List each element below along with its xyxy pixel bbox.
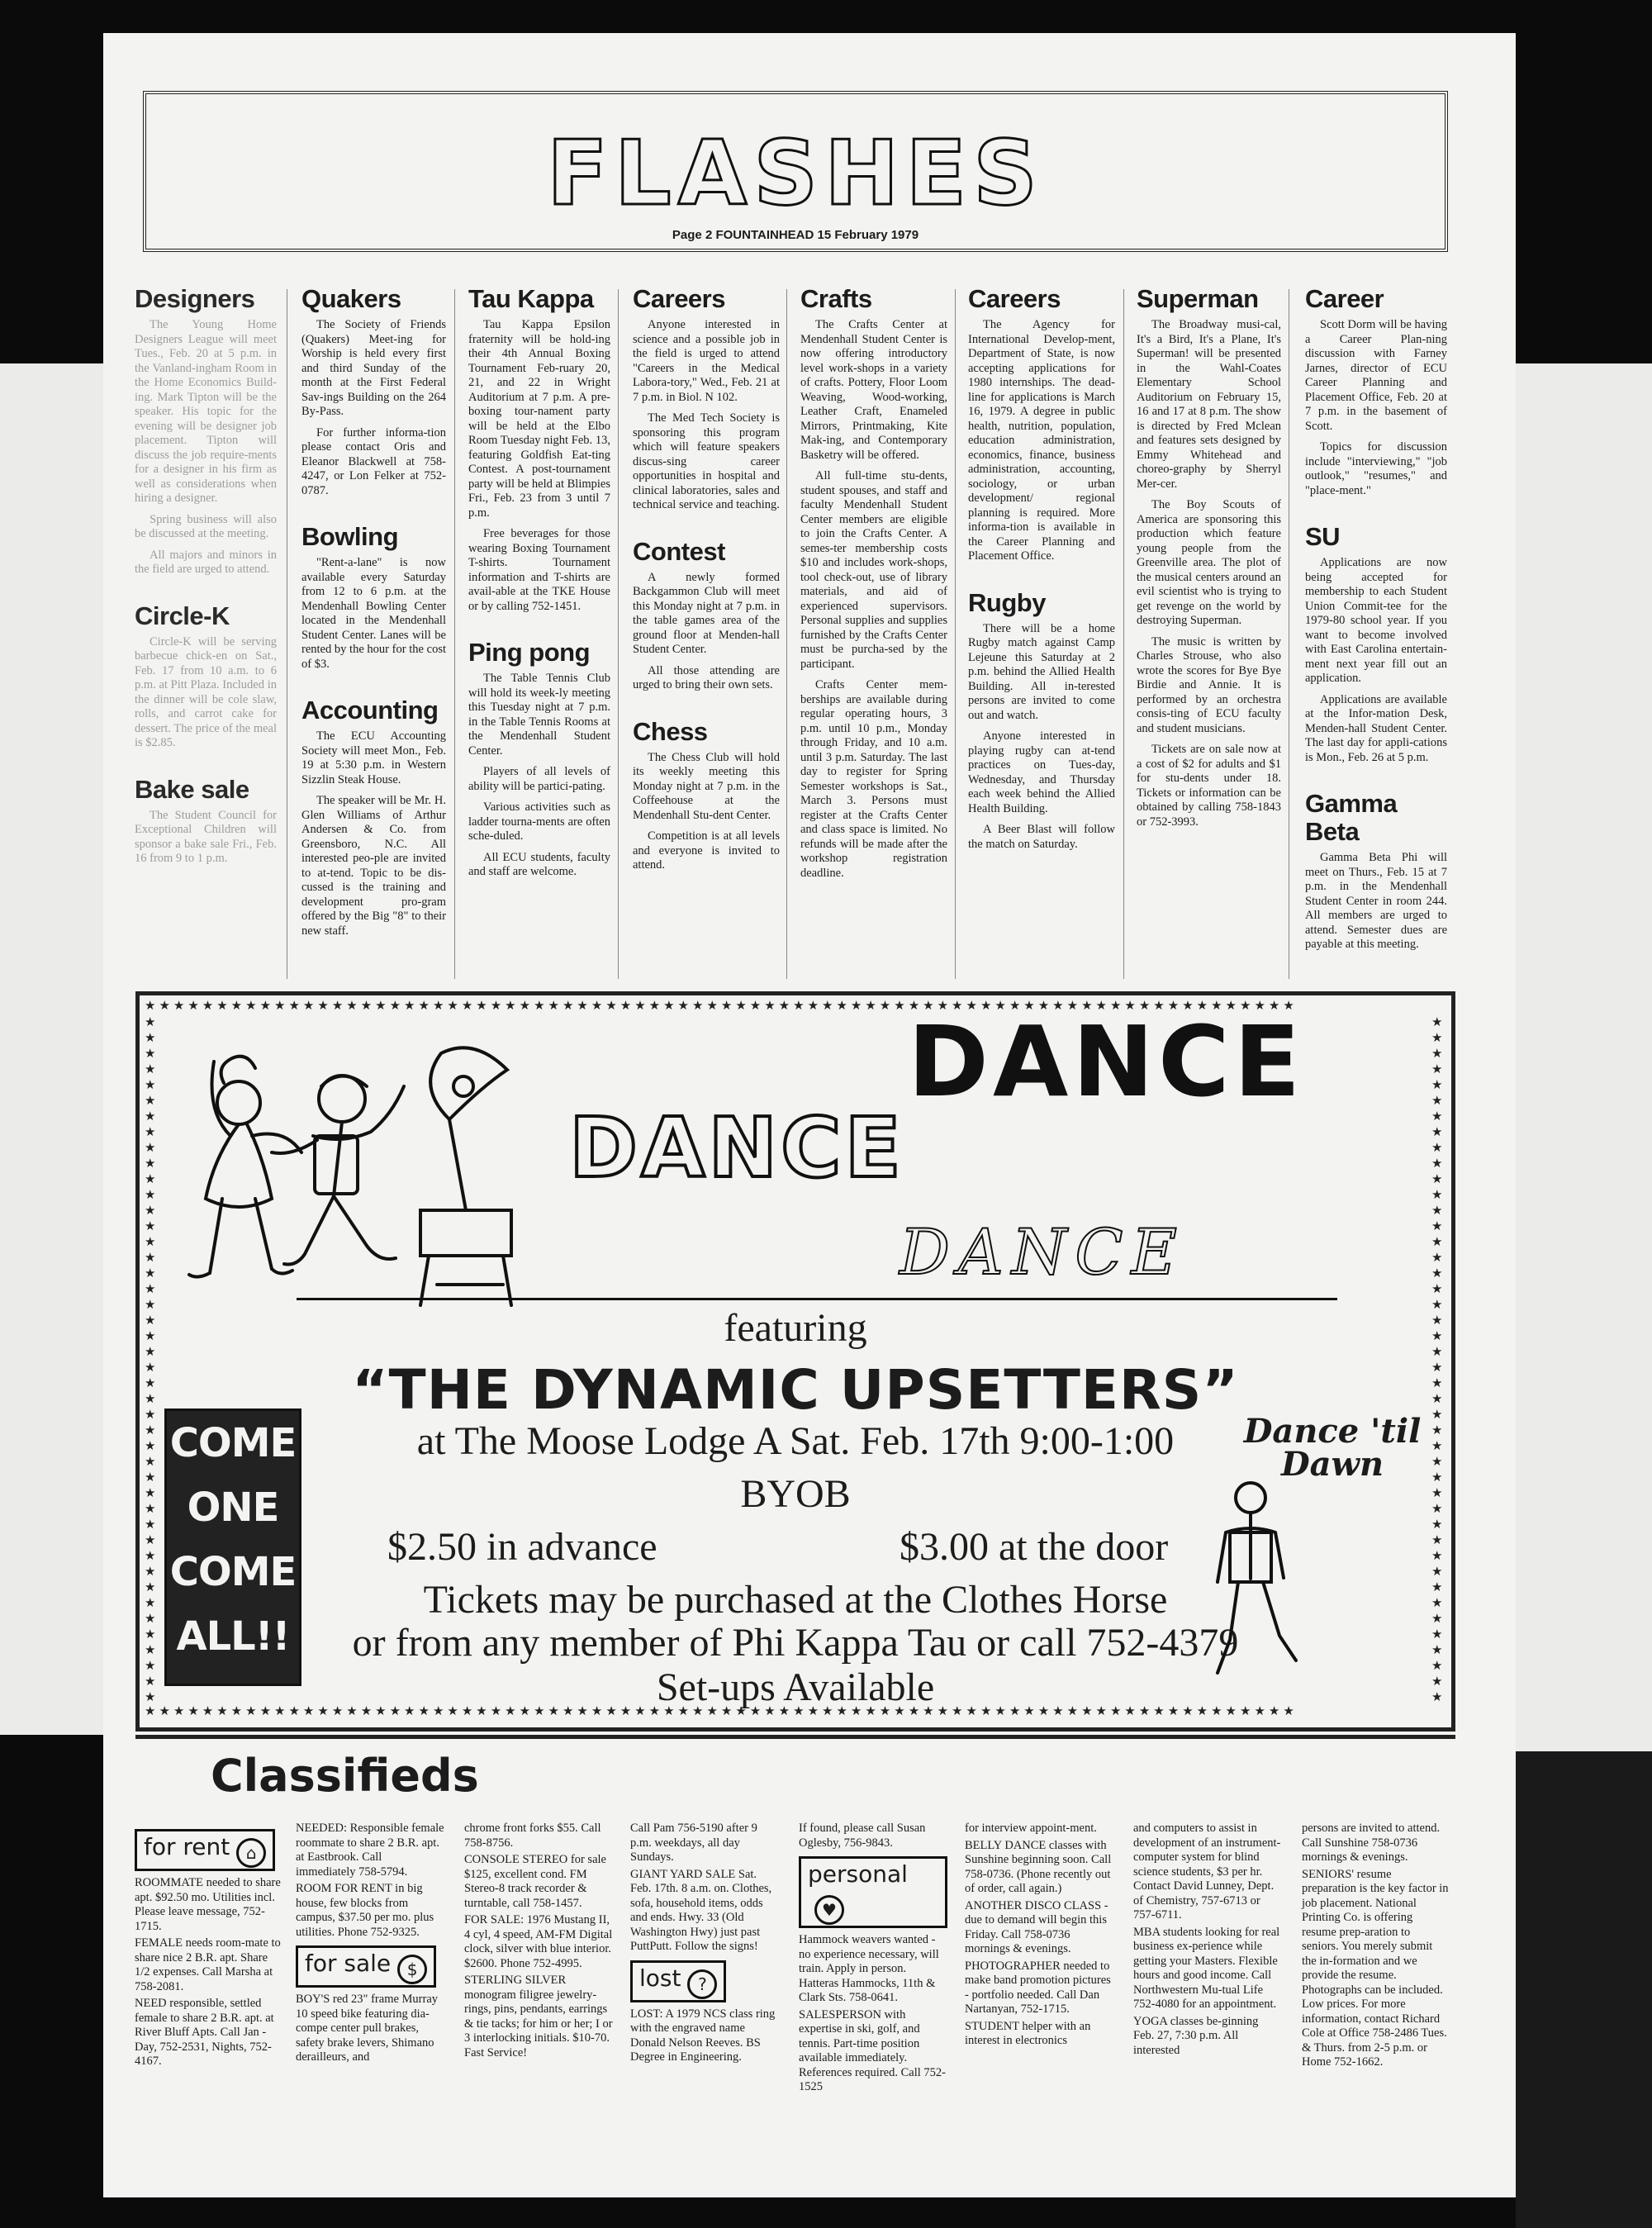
tickets-line-2: or from any member of Phi Kappa Tau or call 752-4379 [352, 1621, 1239, 1665]
news-paragraph: Circle-K will be serving barbecue chick-en on Sat., Feb. 17 from 10 a.m. to 6 p.m. at Pitt Plaza. Included in the dinner will be cole slaw, rolls, and carrot cake for dessert. The price of the meal is $2.85. [135, 634, 277, 749]
dancing-man-illustration [1205, 1475, 1304, 1689]
news-paragraph: Topics for discussion include "interviewing," "job outlook," "resumes," and "place-ment." [1305, 440, 1447, 497]
news-column-5 [800, 285, 947, 905]
news-paragraph: Gamma Beta Phi will meet on Thurs., Feb. 15 at 7 p.m. in the Mendenhall Student Center in room 244. All members are urged to attend. Semester dues are payable at this meeting. [1305, 851, 1447, 951]
star-border-right: ★ ★ ★ ★ ★ ★ ★ ★ ★ ★ ★ ★ ★ ★ ★ ★ ★ ★ ★ ★ ★ ★ ★ ★ ★ ★ ★ ★ ★ ★ ★ ★ ★ ★ ★ ★ ★ ★ ★ ★ ★ ★ ★ ★ [1431, 1016, 1443, 1703]
news-headline: Crafts [800, 284, 872, 313]
news-paragraph: The Boy Scouts of America are sponsoring this production which feature young people from the Greenville area. The plot of the musical centers around an evil scientist who is trying to get revenge on the world by destroying Superman. [1137, 498, 1281, 627]
star-border-bottom: ★★★★★★★★★★★★★★★★★★★★★★★★★★★★★★★★★★★★★★★★★★★★★★★★★★★★★★★★★★★★★★★★★★★★★★★★★★★★★★★★ [145, 1706, 1298, 1718]
classified-ad: CONSOLE STEREO for sale $125, excellent cond. FM Stereo-8 track recorder & turntable, call 758-1457. [464, 1853, 606, 1910]
news-item [468, 285, 610, 639]
news-paragraph: Tickets are on sale now at a cost of $2 for adults and $1 for stu-dents under 18. Tickets or information can be obtained by calling 758-1843 or 752-3993. [1137, 743, 1281, 829]
news-headline: Designers [135, 284, 255, 313]
news-paragraph: The Chess Club will hold its weekly meeting this Monday night at 7 p.m. in the Coffeehouse at the Mendenhall Stu-dent Center. [633, 750, 780, 822]
underlying-page-edge [0, 363, 103, 1735]
news-item [968, 589, 1115, 877]
news-paragraph: Players of all levels of ability will be partici-pating. [468, 765, 610, 793]
classified-ad: Call Pam 756-5190 after 9 p.m. weekdays, all day Sundays. [630, 1822, 757, 1864]
question-icon: ? [687, 1969, 717, 1999]
news-paragraph: All full-time stu-dents, student spouses, and staff and faculty Mendenhall Student Center members are eligible to join the Crafts Center. A semes-ter membership costs $10 and includes work-shops, tool check-out, use of library materials, and aid of experienced supervisors. Personal supplies and supplies furnished by the Crafts Center must be purcha-sed by the participant. [800, 469, 947, 671]
badge-word: COME [169, 1549, 297, 1595]
dance-headline-script: DANCE [900, 1215, 1185, 1289]
column-rule [1123, 289, 1124, 979]
classified-ad: ANOTHER DISCO CLASS - due to demand will begin this Friday. Call 758-0736 mornings & evenings. [965, 1898, 1108, 1955]
band-name: “THE DYNAMIC UPSETTERS” [352, 1358, 1239, 1422]
classified-ad: BELLY DANCE classes with Sunshine beginning soon. Call 758-0736. (Phone recently out of order, call again.) [965, 1838, 1112, 1895]
classifieds-column-8 [1302, 1822, 1449, 2073]
classified-list [799, 1822, 947, 1850]
news-column-3 [468, 285, 610, 905]
classified-list [296, 1993, 444, 2065]
news-headline: Gamma Beta [1305, 789, 1398, 846]
news-paragraph: Scott Dorm will be having a Career Plan-ning discussion with Farney Jarnes, director of ECU Career Planning and Placement Office, Feb. 20 at 7 p.m. in the basement of Scott. [1305, 318, 1447, 433]
news-item [1305, 790, 1447, 977]
news-item [633, 285, 780, 538]
classified-ad: for interview appoint-ment. [965, 1822, 1097, 1835]
news-paragraph: The Crafts Center at Mendenhall Student Center is now offering introductory level work-shops in a variety of crafts. Pottery, Floor Loom Weaving, Wood-working, Leather Craft, Enameled Mirrors, Printmaking, Kite Mak-ing, and Contemporary Basketry will be offered. [800, 318, 947, 462]
scan-bottom-edge [103, 2197, 1516, 2228]
masthead [143, 91, 1448, 252]
dance-headline-bold: DANCE [908, 1005, 1305, 1119]
news-column-8 [1305, 285, 1447, 977]
news-paragraph: Spring business will also be discussed at the meeting. [135, 512, 277, 540]
news-paragraph: For further informa-tion please contact Oris and Eleanor Blackwell at 758-4247, or Lon Felker at 752-0787. [301, 425, 446, 497]
advance-price: $2.50 in advance [387, 1525, 657, 1569]
news-item [301, 696, 446, 963]
news-paragraph: Applications are available at the Infor-mation Desk, Menden-hall Student Center. The last day for appli-cations is Mon., Feb. 26 at 5 p.m. [1305, 692, 1447, 764]
news-item [968, 285, 1115, 589]
news-item [301, 285, 446, 523]
classified-ad: FEMALE needs room-mate to share nice 2 B.R. apt. Share 1/2 expenses. Call Marsha at 758-2081. [135, 1936, 281, 1993]
news-item [135, 602, 277, 776]
classified-list [1133, 1822, 1282, 2058]
classified-ad: FOR SALE: 1976 Mustang II, 4 cyl, 4 speed, AM-FM Digital clock, silver with blue interior. $2600. Phone 752-4995. [464, 1913, 613, 1970]
ribbon-icon: ♥ [814, 1895, 844, 1925]
classified-ad: ROOM FOR RENT in big house, few blocks from campus, $37.50 per mo. plus utilities. Phone 752-9325. [296, 1882, 434, 1939]
classified-ad: GIANT YARD SALE Sat. Feb. 17th. 8 a.m. on. Clothes, sofa, household items, odds and ends. Hwy. 33 (Old Washington Hwy) just past PuttPutt. Follow the signs! [630, 1867, 772, 1953]
for-sale-label: for sale [305, 1950, 392, 1977]
news-headline: Superman [1137, 284, 1259, 313]
featuring-text: featuring [724, 1306, 867, 1350]
tickets-line-1: Tickets may be purchased at the Clothes Horse [423, 1578, 1168, 1622]
news-column-2 [301, 285, 446, 963]
news-paragraph: The Broadway musi-cal, It's a Bird, It's a Plane, It's Superman! will be presented in the Wahl-Coates Elementary School Auditorium on February 15, 16 and 17 at 8 p.m. The show is directed by Fred Mclean and features sets designed by Emmy Whitehead and choreo-graphy by Sherryl Mer-cer. [1137, 318, 1281, 491]
news-headline: Chess [633, 716, 708, 746]
column-rule [786, 289, 787, 979]
news-item [135, 285, 277, 602]
classified-ad: Hammock weavers wanted - no experience necessary, will train. Apply in person. Hatteras Hammocks, 11th & Clark Sts. 758-0641. [799, 1933, 939, 2004]
news-paragraph: The Society of Friends (Quakers) Meet-ing for Worship is held every first and third Sunday of the month at the First Federal Sav-ings Building on the 264 By-Pass. [301, 318, 446, 418]
badge-word: COME [169, 1420, 297, 1466]
news-item [135, 776, 277, 891]
news-paragraph: The Med Tech Society is sponsoring this program which will feature speakers discus-sing career opportunities in hospital and clinical laboratories, sales and technical service and teaching. [633, 411, 780, 511]
news-item [633, 538, 780, 718]
news-paragraph: Applications are now being accepted for membership to each Student Union Commit-tee for the 1979-80 school year. If you want to become involved with East Carolina entertain-ment next year fill out an application. [1305, 556, 1447, 685]
news-item [468, 639, 610, 905]
star-border-left: ★ ★ ★ ★ ★ ★ ★ ★ ★ ★ ★ ★ ★ ★ ★ ★ ★ ★ ★ ★ ★ ★ ★ ★ ★ ★ ★ ★ ★ ★ ★ ★ ★ ★ ★ ★ ★ ★ ★ ★ ★ ★ ★ ★ [145, 1016, 156, 1703]
news-headline: Circle-K [135, 601, 230, 630]
news-paragraph: The ECU Accounting Society will meet Mon., Feb. 19 at 5:30 p.m. in Western Sizzlin Steak House. [301, 729, 446, 786]
classified-list [799, 1933, 947, 2095]
classified-list [464, 1822, 613, 2060]
for-rent-label-box [135, 1829, 275, 1871]
news-item [1137, 285, 1281, 854]
news-headline: Tau Kappa [468, 284, 594, 313]
classified-list [296, 1822, 444, 1940]
news-item [800, 285, 947, 905]
personal-label: personal [808, 1860, 908, 1888]
badge-word: ALL!! [176, 1613, 290, 1660]
news-paragraph: All majors and minors in the field are urged to attend. [135, 548, 277, 576]
classifieds-column-1 [135, 1826, 283, 2072]
news-item [633, 718, 780, 898]
news-headline: Contest [633, 536, 725, 566]
news-column-4 [633, 285, 780, 898]
news-paragraph: Tau Kappa Epsilon fraternity will be hold-ing their 4th Annual Boxing Tournament Feb-ruary 20, 21, and 22 in Wright Auditorium at 7 p.m. A pre-boxing tour-nament party will be held at the Elbo Room Tuesday night Feb. 13, featuring Goldfish Eat-ting Contest. A post-tournament party will be held at Blimpies Fri., Feb. 23 from 3 until 7 p.m. [468, 318, 610, 520]
classifieds-title: Classifieds [211, 1750, 479, 1802]
classified-list [135, 1876, 283, 2069]
dance-til-dawn-text: Dance 'til Dawn [1243, 1412, 1422, 1484]
news-item [1305, 523, 1447, 790]
news-headline: Career [1305, 284, 1384, 313]
news-column-6 [968, 285, 1115, 876]
news-paragraph: The Young Home Designers League will meet Tues., Feb. 20 at 5 p.m. in the Vanland-ingham Room in the Home Economics Build-ing. Mark Tipton will be the speaker. His topic for the evening will be designer job placement. Tipton will discuss the job require-ments for a designer in his firm as well as considerations when hiring a designer. [135, 318, 277, 505]
classified-ad: STUDENT helper with an interest in electronics [965, 2019, 1091, 2047]
column-rule [618, 289, 619, 979]
news-paragraph: A Beer Blast will follow the match on Saturday. [968, 823, 1115, 851]
news-paragraph: The Student Council for Exceptional Children will sponsor a bake sale Fri., Feb. 16 from 9 to 1 p.m. [135, 808, 277, 865]
for-sale-label-box [296, 1945, 436, 1988]
news-headline: Rugby [968, 587, 1046, 617]
classifieds-column-6 [965, 1822, 1113, 2051]
news-headline: Careers [968, 284, 1061, 313]
news-paragraph: Competition is at all levels and everyone is invited to attend. [633, 829, 780, 872]
news-paragraph: Free beverages for those wearing Boxing Tournament T-shirts. Tournament information and T-shirts are avail-able at the TKE House or by calling 752-1451. [468, 527, 610, 613]
news-paragraph: There will be a home Rugby match against Camp Lejeune this Saturday at 2 p.m. behind the Allied Health Building. All in-terested persons are invited to come out and watch. [968, 621, 1115, 722]
venue-line: at The Moose Lodge A Sat. Feb. 17th 9:00-1:00 [416, 1419, 1175, 1463]
news-paragraph: The speaker will be Mr. H. Glen Williams of Arthur Andersen & Co. from Greensboro, N.C. All interested peo-ple are invited to at-tend. Topic to be dis-cussed is the training and development pro-gram offered by the Big "8" to their new staff. [301, 794, 446, 938]
news-headline: Careers [633, 284, 725, 313]
house-icon: ⌂ [236, 1838, 266, 1868]
news-paragraph: Various activities such as ladder tourna-ments are often sche-duled. [468, 800, 610, 843]
star-border-top: ★★★★★★★★★★★★★★★★★★★★★★★★★★★★★★★★★★★★★★★★★★★★★★★★★★★★★★★★★★★★★★★★★★★★★★★★★★★★★★★★ [145, 1000, 1298, 1013]
news-paragraph: Anyone interested in science and a possible job in the field is urged to attend "Careers in the Medical Labora-tory," Wed., Feb. 21 at 7 p.m. in Biol. N 102. [633, 318, 780, 404]
classified-list [965, 1822, 1113, 2049]
classified-list [630, 1822, 779, 1955]
news-paragraph: The Agency for International Develop-ment, Department of State, is now accepting applications for 1980 internships. The dead-line for applications is March 16, 1979. A degree in public health, nutrition, population, education administration, economics, finance, business administration, accounting, sociology, or urban development/ regional planning is required. More informa-tion is available in the Career Planning and Placement Office. [968, 318, 1115, 563]
news-paragraph: "Rent-a-lane" is now available every Saturday from 12 to 6 p.m. at the Mendenhall Bowling Center located in the Mendenhall Student Center. Lanes will be rented by the hour for the cost of $3. [301, 556, 446, 671]
news-paragraph: A newly formed Backgammon Club will meet this Monday night at 7 p.m. in the table games area of the ground floor at Menden-hall Student Center. [633, 570, 780, 656]
news-column-7 [1137, 285, 1281, 854]
classified-ad: persons are invited to attend. Call Sunshine 758-0736 mornings & evenings. [1302, 1822, 1441, 1864]
news-headline: Bowling [301, 522, 399, 551]
news-paragraph: The Table Tennis Club will hold its week-ly meeting this Tuesday night at 7 p.m. in the Table Tennis Rooms at the Mendenhall Student Center. [468, 672, 610, 758]
classified-ad: and computers to assist in development of an instrument-computer system for blind science students, $3 per hr. Contact David Lunney, Dept. of Chemistry, 757-6713 or 757-6711. [1133, 1822, 1281, 1922]
classifieds-column-3 [464, 1822, 613, 2063]
dance-advertisement [135, 991, 1455, 1732]
news-column-1 [135, 285, 277, 891]
classified-ad: PHOTOGRAPHER needed to make band promotion pictures - portfolio needed. Call Dan Nartanyan, 752-1715. [965, 1959, 1111, 2016]
classifieds-column-2 [296, 1822, 444, 2068]
classified-ad: SENIORS' resume preparation is the key factor in job placement. National Printing Co. is offering resume prep-aration to seniors. You merely submit the in-formation and we provide the resume. Photographs can be included. Low prices. For more information, contact Richard Cole at Office 758-2486 Tues. & Thurs. from 2-5 p.m. or Home 752-1662. [1302, 1867, 1449, 2069]
news-paragraph: Anyone interested in playing rugby can at-tend practices on Tues-day, Wednesday, and Thursday each week behind the Allied Health Building. [968, 729, 1115, 815]
classified-ad: MBA students looking for real business ex-perience while getting your Masters. Flexible hours and good income. Call Northwestern Mu-tual Life 752-4080 for an appointment. [1133, 1925, 1280, 2011]
classified-ad: If found, please call Susan Oglesby, 756-9843. [799, 1822, 926, 1850]
news-item [1305, 285, 1447, 523]
classifieds-column-5 [799, 1822, 947, 2097]
classified-ad: YOGA classes be-ginning Feb. 27, 7:30 p.m. All interested [1133, 2014, 1259, 2057]
byob-line: BYOB [740, 1472, 851, 1516]
setups-line: Set-ups Available [656, 1665, 935, 1709]
column-rule [955, 289, 956, 979]
dance-headline-outline: DANCE [569, 1100, 904, 1196]
dateline: Page 2 FOUNTAINHEAD 15 February 1979 [672, 228, 919, 242]
news-item [301, 523, 446, 696]
scan-shadow [1516, 1751, 1652, 2228]
news-headline: SU [1305, 522, 1341, 551]
classified-list [1302, 1822, 1449, 2070]
classified-ad: BOY'S red 23" frame Murray 10 speed bike featuring dia-compe center pull brakes, safety brake levers, Shimano derailleurs, and [296, 1993, 439, 2064]
dollar-icon: $ [397, 1955, 427, 1984]
classified-ad: NEEDED: Responsible female roommate to share 2 B.R. apt. at Eastbrook. Call immediately 758-5794. [296, 1822, 444, 1879]
news-paragraph: All ECU students, faculty and staff are welcome. [468, 850, 610, 878]
column-rule [454, 289, 455, 979]
news-headline: Accounting [301, 696, 439, 724]
come-one-come-all-badge [164, 1409, 301, 1686]
badge-word: ONE [187, 1485, 279, 1531]
news-paragraph: All those attending are urged to bring their own sets. [633, 663, 780, 691]
news-paragraph: The music is written by Charles Strouse, who also wrote the scores for Bye Bye Birdie and Annie. It is performed by an orchestra consis-ting of ECU faculty and student musicians. [1137, 634, 1281, 735]
classified-ad: LOST: A 1979 NCS class ring with the engraved name Donald Nelson Reeves. BS Degree in Engineering. [630, 2007, 776, 2064]
classified-ad: SALESPERSON with expertise in ski, golf, and tennis. Part-time position available immediately. References required. Call 752-1525 [799, 2007, 946, 2093]
divider-line [297, 1298, 1337, 1300]
classified-ad: NEED responsible, settled female to share 2 B.R. apt. at River Bluff Apts. Call Jan - Day, 752-2531, Nights, 752-4167. [135, 1997, 274, 2068]
dancing-couple-illustration [173, 1037, 586, 1318]
classifieds-column-4 [630, 1822, 779, 2068]
classified-ad: STERLING SILVER monogram filigree jewelry-rings, pins, pendants, earrings & tie tacks; for him or her; I or 3 interlocking initials. $10-70. Fast Service! [464, 1974, 613, 2059]
news-headline: Ping pong [468, 638, 591, 667]
classifieds-divider [135, 1735, 1455, 1739]
classified-ad: ROOMMATE needed to share apt. $92.50 mo. Utilities incl. Please leave message, 752-1715. [135, 1876, 281, 1933]
news-headline: Quakers [301, 284, 401, 313]
classified-list [630, 2007, 779, 2065]
classified-ad: chrome front forks $55. Call 758-8756. [464, 1822, 601, 1850]
classifieds-column-7 [1133, 1822, 1282, 2060]
lost-label: lost [639, 1964, 681, 1992]
news-headline: Bake sale [135, 774, 249, 804]
lost-label-box [630, 1960, 726, 2002]
news-paragraph: Crafts Center mem-berships are available during regular operating hours, 3 p.m. until 10 p.m., Monday through Friday, and 10 a.m. until 3 p.m. Saturday. The last day to register for Spring Semester workshops is Sat., March 3. Persons must register at the Crafts Center and class space is limited. No refunds will be made after the workshop registration deadline. [800, 678, 947, 880]
personal-label-box [799, 1856, 947, 1928]
door-price: $3.00 at the door [900, 1525, 1169, 1569]
section-title: FLASHES [547, 122, 1044, 226]
for-rent-label: for rent [144, 1833, 230, 1860]
